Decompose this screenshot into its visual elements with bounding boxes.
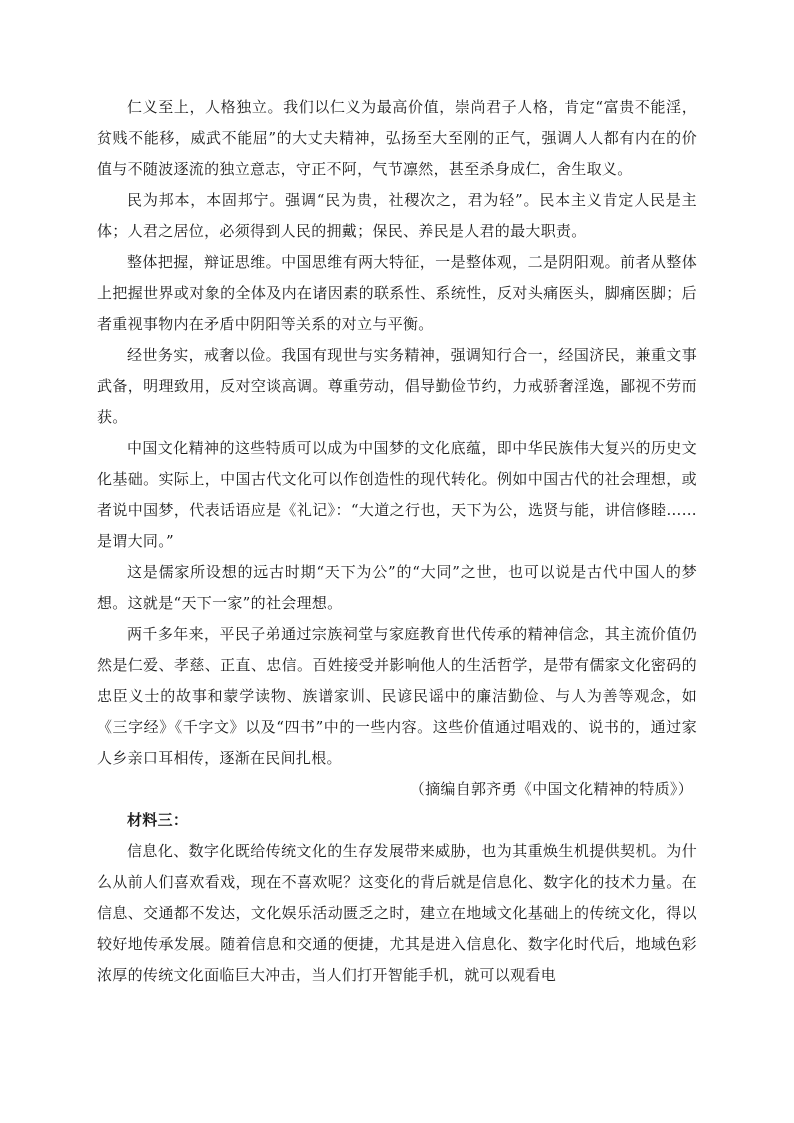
paragraph-minben: 民为邦本，本固邦宁。强调“民为贵，社稷次之，君为轻”。民本主义肯定人民是主体；人君之居位，必须得到人民的拥戴；保民、养民是人君的最大职责。	[97, 191, 697, 240]
paragraph-zhongguomeng: 中国文化精神的这些特质可以成为中国梦的文化底蕴，即中华民族伟大复兴的历史文化基础。实际上，中国古代文化可以作创造性的现代转化。例如中国古代的社会理想，或者说中国梦，代表话语应是《礼记》：“大道之行也，天下为公，选贤与能，讲信修睦……是谓大同。”	[97, 439, 697, 550]
source-citation: （摘编自郭齐勇《中国文化精神的特质》）	[409, 780, 693, 798]
section-heading-material-3: 材料三：	[127, 811, 189, 829]
paragraph-datong: 这是儒家所设想的远古时期“天下为公”的“大同”之世，也可以说是古代中国人的梦想。这就是“天下一家”的社会理想。	[97, 563, 697, 612]
paragraph-liangqiannian: 两千多年来，平民子弟通过宗族祠堂与家庭教育世代传承的精神信念，其主流价值仍然是仁爱、孝慈、正直、忠信。百姓接受并影响他人的生活哲学，是带有儒家文化密码的忠臣义士的故事和蒙学读物、族谱家训、民谚民谣中的廉洁勤俭、与人为善等观念，如《三字经》《千字文》以及“四书”中的一些内容。这些价值通过唱戏的、说书的，通过家人乡亲口耳相传，逐渐在民间扎根。	[97, 625, 697, 767]
paragraph-xinxihua: 信息化、数字化既给传统文化的生存发展带来威胁，也为其重焕生机提供契机。为什么从前人们喜欢看戏，现在不喜欢呢？这变化的背后就是信息化、数字化的技术力量。在信息、交通都不发达，文化娱乐活动匮乏之时，建立在地域文化基础上的传统文化，得以较好地传承发展。随着信息和交通的便捷，尤其是进入信息化、数字化时代后，地域色彩浓厚的传统文化面临巨大冲击，当人们打开智能手机，就可以观看电	[97, 842, 697, 984]
paragraph-zhengti: 整体把握，辩证思维。中国思维有两大特征，一是整体观，二是阴阳观。前者从整体上把握世界或对象的全体及内在诸因素的联系性、系统性，反对头痛医头，脚痛医脚；后者重视事物内在矛盾中阴阳等关系的对立与平衡。	[97, 253, 697, 333]
paragraph-jingshi: 经世务实，戒奢以俭。我国有现世与实务精神，强调知行合一，经国济民，兼重文事武备，明理致用，反对空谈高调。尊重劳动，倡导勤俭节约，力戒骄奢淫逸，鄙视不劳而获。	[97, 346, 697, 426]
document-body	[97, 92, 697, 991]
paragraph-renyi: 仁义至上，人格独立。我们以仁义为最高价值，崇尚君子人格，肯定“富贵不能淫，贫贱不能移，威武不能屈”的大丈夫精神，弘扬至大至刚的正气，强调人人都有内在的价值与不随波逐流的独立意志，守正不阿，气节凛然，甚至杀身成仁，舍生取义。	[97, 98, 697, 178]
